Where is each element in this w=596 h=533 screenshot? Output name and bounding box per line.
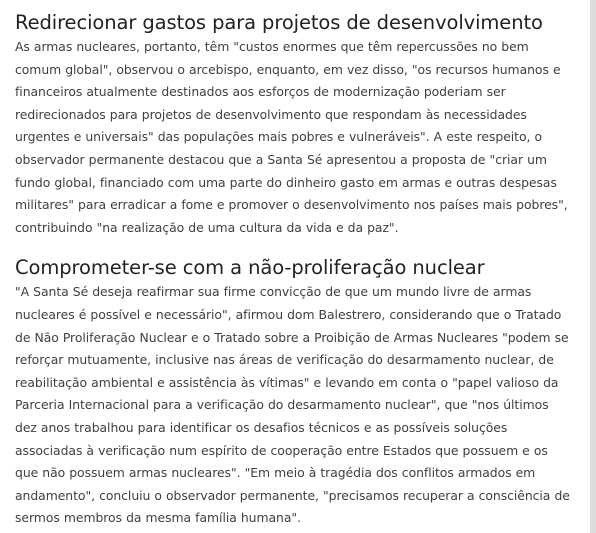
section-heading: Comprometer-se com a não-proliferação nuclear: [15, 256, 485, 280]
article-body: [15, 10, 571, 530]
vertical-scrollbar[interactable]: [590, 0, 596, 533]
section-non-proliferation: [15, 255, 571, 530]
section-redirect-spending: [15, 10, 571, 239]
section-heading: Redirecionar gastos para projetos de desenvolvimento: [15, 11, 543, 34]
section-paragraph: As armas nucleares, portanto, têm "custos enormes que têm repercussões no bem comum global", observou o arcebispo, enquanto, em vez disso, "os recursos humanos e financeiros atualmente destinados aos esforços de modernização poderiam ser redirecionados para projetos de desenvolvimento que respondam às necessidades urgentes e universais" das populações mais pobres e vulneráveis". A este respeito, o observador permanente destacou que a Santa Sé apresentou a proposta de "criar um fundo global, financiado com uma parte do dinheiro gasto em armas e outras despesas militares" para erradicar a fome e promover o desenvolvimento nos países mais pobres", contribuindo "na realização de uma cultura da vida e da paz".: [15, 39, 568, 235]
section-paragraph: "A Santa Sé deseja reafirmar sua firme convicção de que um mundo livre de armas nucleares é possível e necessário", afirmou dom Balestrero, considerando que o Tratado de Não Proliferação Nuclear e o Tratado sobre a Proibição de Armas Nucleares "podem se reforçar mutuamente, inclusive nas áreas de verificação do desarmamento nuclear, de reabilitação ambiental e assistência às vítimas" e levando em conta o "papel valioso da Parceria Internacional para a verificação do desarmamento nuclear", que "nos últimos dez anos trabalhou para identificar os desafios técnicos e as possíveis soluções associadas à verificação num espírito de cooperação entre Estados que possuem e os que não possuem armas nucleares". "Em meio à tragédia dos conflitos armados em andamento", concluiu o observador permanente, "precisamos recuperar a consciência de sermos membros da mesma família humana".: [15, 284, 570, 526]
scrollbar-thumb[interactable]: [590, 0, 596, 533]
